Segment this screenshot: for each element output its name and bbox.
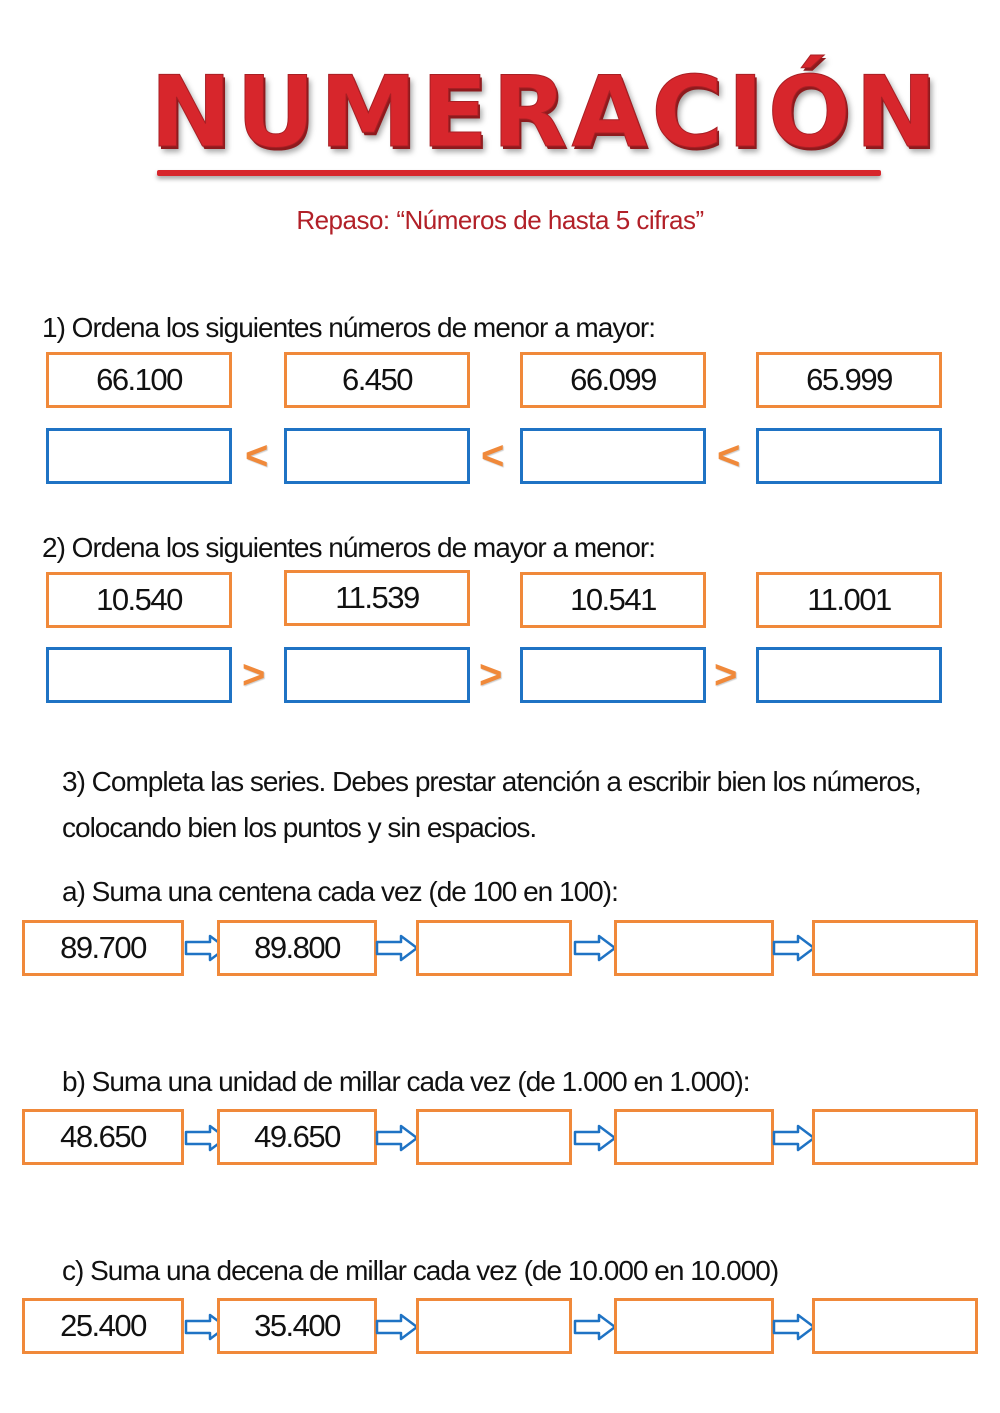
q1-answer-box-1[interactable]	[46, 428, 232, 484]
q2-answer-box-4[interactable]	[756, 647, 942, 703]
right-arrow-icon	[375, 1312, 419, 1342]
q2-number-box-4: 11.001	[756, 572, 942, 628]
subtitle: Repaso: “Números de hasta 5 cifras”	[296, 205, 704, 235]
question-3-prompt-line-2: colocando bien los puntos y sin espacios.	[62, 812, 537, 843]
series-c-answer-box-5[interactable]	[812, 1298, 978, 1354]
q1-number-box-1: 66.100	[46, 352, 232, 408]
q2-answer-box-1[interactable]	[46, 647, 232, 703]
q1-answer-box-3[interactable]	[520, 428, 706, 484]
right-arrow-icon	[772, 933, 816, 963]
page-title: NUMERACIÓN	[150, 56, 942, 170]
less-than-symbol: <	[481, 434, 505, 478]
right-arrow-icon	[573, 933, 617, 963]
q1-answer-box-4[interactable]	[756, 428, 942, 484]
series-a-box-2: 89.800	[217, 920, 377, 976]
series-c-answer-box-4[interactable]	[614, 1298, 774, 1354]
series-b-answer-box-5[interactable]	[812, 1109, 978, 1165]
less-than-symbol: <	[245, 434, 269, 478]
greater-than-symbol: >	[242, 653, 266, 697]
series-c-box-1: 25.400	[22, 1298, 184, 1354]
less-than-symbol: <	[717, 434, 741, 478]
right-arrow-icon	[573, 1123, 617, 1153]
right-arrow-icon	[573, 1312, 617, 1342]
series-a-answer-box-3[interactable]	[416, 920, 572, 976]
q2-number-box-3: 10.541	[520, 572, 706, 628]
q1-number-box-4: 65.999	[756, 352, 942, 408]
q2-number-box-1: 10.540	[46, 572, 232, 628]
series-c-box-2: 35.400	[217, 1298, 377, 1354]
series-b-box-1: 48.650	[22, 1109, 184, 1165]
greater-than-symbol: >	[479, 653, 503, 697]
q1-number-box-2: 6.450	[284, 352, 470, 408]
series-a-box-1: 89.700	[22, 920, 184, 976]
title-underline	[157, 170, 881, 176]
series-a-label: a) Suma una centena cada vez (de 100 en 100):	[62, 876, 618, 907]
series-c-label: c) Suma una decena de millar cada vez (de 10.000 en 10.000)	[62, 1255, 779, 1286]
q2-answer-box-3[interactable]	[520, 647, 706, 703]
right-arrow-icon	[772, 1123, 816, 1153]
q1-answer-box-2[interactable]	[284, 428, 470, 484]
series-b-box-2: 49.650	[217, 1109, 377, 1165]
right-arrow-icon	[375, 933, 419, 963]
q2-answer-box-2[interactable]	[284, 647, 470, 703]
series-b-label: b) Suma una unidad de millar cada vez (de 1.000 en 1.000):	[62, 1066, 750, 1097]
series-a-answer-box-5[interactable]	[812, 920, 978, 976]
series-a-answer-box-4[interactable]	[614, 920, 774, 976]
series-b-answer-box-3[interactable]	[416, 1109, 572, 1165]
question-2-prompt: 2) Ordena los siguientes números de mayor a menor:	[42, 532, 655, 563]
series-b-answer-box-4[interactable]	[614, 1109, 774, 1165]
q2-number-box-2: 11.539	[284, 570, 470, 626]
question-1-prompt: 1) Ordena los siguientes números de menor a mayor:	[42, 312, 655, 343]
greater-than-symbol: >	[714, 653, 738, 697]
series-c-answer-box-3[interactable]	[416, 1298, 572, 1354]
q1-number-box-3: 66.099	[520, 352, 706, 408]
right-arrow-icon	[772, 1312, 816, 1342]
question-3-prompt-line-1: 3) Completa las series. Debes prestar atención a escribir bien los números,	[62, 766, 921, 797]
right-arrow-icon	[375, 1123, 419, 1153]
